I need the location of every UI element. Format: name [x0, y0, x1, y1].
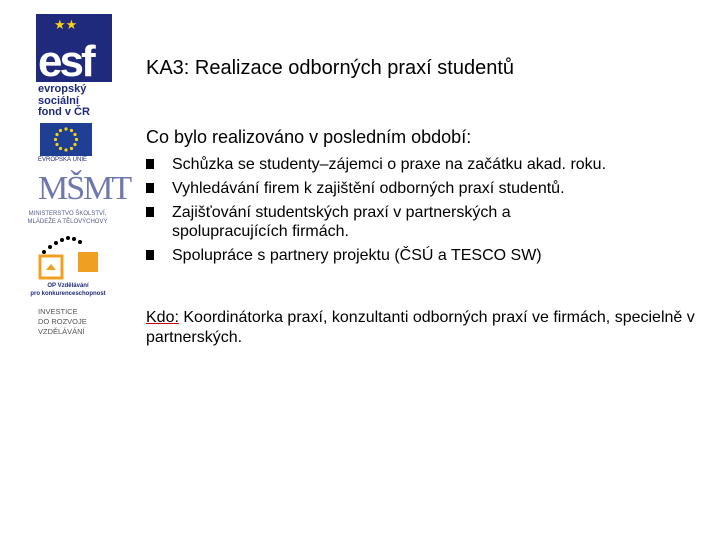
- who-text: Koordinátorka praxí, konzultanti odborných praxí ve firmách, specielně v partnerských.: [146, 309, 695, 346]
- op-logo: [18, 224, 118, 304]
- eu-caption: EVROPSKÁ UNIE: [38, 157, 88, 163]
- who-label: Kdo:: [146, 309, 179, 326]
- esf-caption: [38, 84, 90, 119]
- square-bullet-icon: [146, 250, 154, 260]
- esf-logo-block: [36, 14, 112, 82]
- esf-logo: [36, 14, 112, 119]
- square-bullet-icon: [146, 159, 154, 169]
- esf-logo-text: esf: [38, 37, 93, 82]
- op-caption: [18, 282, 118, 298]
- list-item: [146, 246, 706, 265]
- list-item-text: Schůzka se studenty–zájemci o praxe na začátku akad. roku.: [172, 156, 607, 173]
- op-caption-line: pro konkurenceschopnost: [30, 291, 106, 297]
- invest-caption: [38, 307, 87, 337]
- op-caption-line: OP Vzdělávání: [47, 283, 89, 289]
- eu-logo: [40, 123, 92, 163]
- invest-caption-line: DO ROZVOJE: [38, 317, 87, 326]
- list-item: [146, 179, 706, 198]
- square-bullet-icon: [146, 183, 154, 193]
- eu-stars-icon: [40, 123, 92, 156]
- bullet-list: [146, 155, 706, 270]
- section-heading: Co bylo realizováno v posledním období:: [146, 127, 472, 147]
- msmt-caption-line: MLÁDEŽE A TĚLOVÝCHOVY: [27, 219, 108, 225]
- who-paragraph: [146, 308, 696, 348]
- esf-caption-line: evropský: [38, 83, 87, 95]
- list-item-text: Zajišťování studentských praxí v partnerských a spolupracujících firmách.: [172, 204, 511, 240]
- op-dotted-arrow-icon: [34, 230, 104, 280]
- invest-caption-line: VZDĚLÁVÁNÍ: [38, 327, 85, 336]
- invest-logo: [38, 307, 118, 347]
- logo-sidebar: [0, 0, 130, 540]
- msmt-caption-line: MINISTERSTVO ŠKOLSTVÍ,: [28, 211, 107, 217]
- esf-caption-line: sociální: [38, 94, 79, 107]
- eu-flag-icon: [40, 123, 92, 156]
- list-item-text: Vyhledávání firem k zajištění odborných praxí studentů.: [172, 180, 565, 197]
- msmt-logo: [10, 170, 131, 232]
- slide-title: KA3: Realizace odborných praxí studentů: [146, 57, 514, 79]
- esf-caption-line: fond v ČR: [38, 106, 90, 118]
- square-bullet-icon: [146, 207, 154, 217]
- list-item-text: Spolupráce s partnery projektu (ČSÚ a TESCO SW): [172, 247, 542, 264]
- list-item: [146, 203, 706, 241]
- invest-caption-line: INVESTICE: [38, 307, 78, 316]
- msmt-mark: MŠMT: [38, 170, 131, 207]
- esf-stars-icon: ★★: [54, 17, 78, 32]
- list-item: [146, 155, 706, 174]
